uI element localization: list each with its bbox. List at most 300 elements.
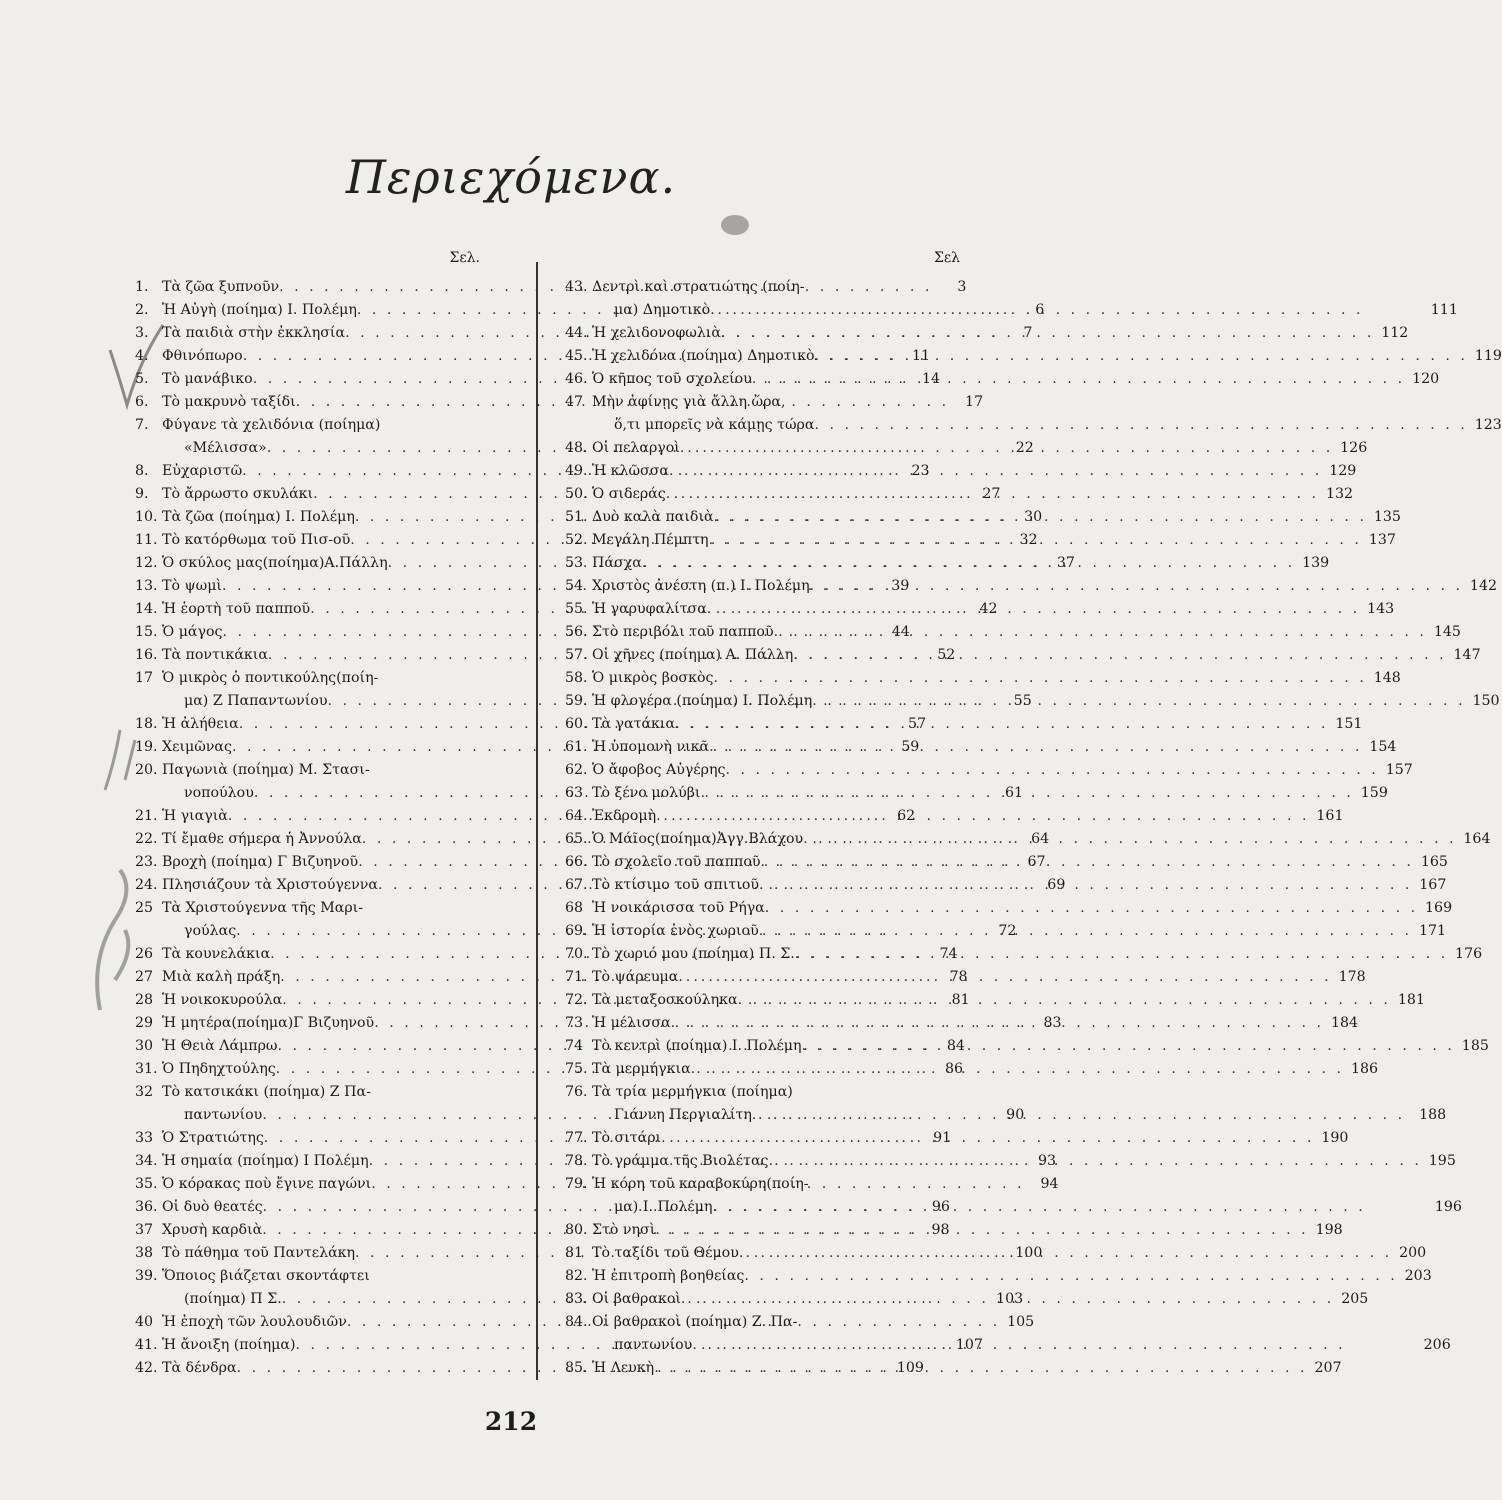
entry-title: Τὸ ταξίδι τοῦ Θέμου <box>592 1245 739 1261</box>
entry-number: 55. <box>565 601 588 617</box>
entry-number: 41. <box>135 1337 158 1353</box>
entry-title: Ὁ σκύλος μας(ποίημα)Α.Πάλλη <box>162 555 388 571</box>
entry-page: 81 <box>951 992 970 1008</box>
entry-title: Δυὸ καλὰ παιδιὰ <box>592 509 714 525</box>
entry-number: 84. <box>565 1314 588 1330</box>
entry-body <box>592 989 1425 1012</box>
entry-number: 58. <box>565 670 588 686</box>
entry-number: 53 <box>565 555 584 571</box>
entry-title: Ἡ Λευκὴ <box>592 1360 655 1376</box>
entry-title: Φύγανε τὰ χελιδόνια (ποίημα) <box>162 417 381 433</box>
entry-body <box>592 828 1491 851</box>
entry-number: 30 <box>135 1038 154 1054</box>
entry-line <box>592 1242 1426 1265</box>
entry-title: Ἡ ἱστορία ἑνὸς χωριοῦ <box>592 923 759 939</box>
toc-entry <box>565 1265 1432 1288</box>
entry-title: Τὸ κατσικάκι (ποίημα) Ζ Πα- <box>162 1084 371 1100</box>
entry-title: Εὐχαριστῶ <box>162 463 243 479</box>
dot-leader <box>681 1288 1334 1311</box>
entry-page: 198 <box>1315 1222 1343 1238</box>
dot-leader <box>671 1012 1324 1035</box>
entry-number: 1. <box>135 279 149 295</box>
dot-leader <box>709 736 1362 759</box>
entry-title: Ἡ ἐπιτροπὴ βοηθείας <box>592 1268 745 1284</box>
entry-page: 37 <box>1056 555 1075 571</box>
entry-page: 44 <box>891 624 910 640</box>
dot-leader <box>678 966 1331 989</box>
entry-title: (ποίημα) Π Σ. <box>184 1291 282 1307</box>
entry-title: Δεντρὶ καὶ στρατιώτης (ποίη- <box>592 279 805 295</box>
dot-leader <box>793 644 1446 667</box>
entry-page: 105 <box>1007 1314 1035 1330</box>
entry-title: Ἡ νοικάρισσα τοῦ Ρήγα <box>592 900 765 916</box>
entry-page: 129 <box>1329 463 1357 479</box>
entry-page: 22 <box>1015 440 1034 456</box>
entry-page: 3 <box>957 279 967 295</box>
entry-title: Οἱ βαθρακοὶ (ποίημα) Ζ. Πα- <box>592 1314 798 1330</box>
entry-number: 39. <box>135 1268 158 1284</box>
entry-body <box>592 1219 1343 1242</box>
entry-number: 3. <box>135 325 149 341</box>
entry-line <box>592 276 1458 299</box>
entry-page: 190 <box>1321 1130 1349 1146</box>
entry-number: 50. <box>565 486 588 502</box>
entry-line <box>592 368 1439 391</box>
toc-entry <box>565 1219 1343 1242</box>
toc-entry <box>565 345 1502 368</box>
entry-page: 195 <box>1428 1153 1456 1169</box>
entry-line <box>592 989 1425 1012</box>
entry-title: Ἡ χελιδόνα (ποίημα) Δημοτικὸ <box>592 348 815 364</box>
entry-page: 6 <box>1035 302 1045 318</box>
entry-body <box>592 690 1500 713</box>
entry-page: 86 <box>944 1061 964 1077</box>
toc-entry <box>565 621 1461 644</box>
entry-title: Τὰ ζῶα ξυπνοῦν <box>162 279 280 295</box>
dot-leader <box>744 1265 1397 1288</box>
entry-title: Τὸ σχολεῖο τοῦ παπποῦ <box>592 854 761 870</box>
entry-number: 76. <box>565 1084 588 1100</box>
entry-title: Ἡ ὑπομονὴ νικᾶ <box>592 739 710 755</box>
entry-body <box>592 1127 1348 1150</box>
entry-page: 161 <box>1316 808 1344 824</box>
entry-page: 206 <box>1423 1337 1451 1353</box>
entry-page: 61 <box>1004 785 1023 801</box>
entry-title: Ὁ μάγος <box>162 624 223 640</box>
toc-entry <box>565 276 1458 322</box>
entry-number: 5. <box>135 371 149 387</box>
footer-page-number: 212 <box>484 1407 538 1436</box>
toc-entry <box>565 1127 1349 1150</box>
toc-entry <box>565 805 1344 828</box>
entry-line <box>592 575 1497 598</box>
entry-title: Ἡ ἐποχὴ τῶν λουλουδιῶν <box>162 1314 347 1330</box>
entry-title: Ἡ φλογέρα (ποίημα) Ι. Πολέμη <box>592 693 813 709</box>
entry-body <box>592 621 1461 644</box>
entry-number: 45. <box>565 348 588 364</box>
entry-page: 143 <box>1367 601 1395 617</box>
entry-page: 165 <box>1420 854 1448 870</box>
toc-entry <box>565 575 1498 598</box>
entry-number: 66. <box>565 854 588 870</box>
entry-page: 159 <box>1360 785 1388 801</box>
entry-title: Ὁ κόρακας ποὺ ἔγινε παγώνι <box>162 1176 372 1192</box>
entry-page: 178 <box>1338 969 1366 985</box>
page-title: Περιεχόμενα. <box>345 150 677 204</box>
entry-number: 78. <box>565 1153 588 1169</box>
entry-title: Τὰ μεταξοσκούληκα <box>592 992 738 1008</box>
entry-page: 142 <box>1469 578 1498 594</box>
entry-line <box>592 460 1356 483</box>
dot-leader <box>725 759 1378 782</box>
dot-leader <box>812 690 1465 713</box>
entry-title: Τὰ δένδρα <box>162 1360 237 1376</box>
dot-leader <box>752 368 1405 391</box>
entry-number: 6. <box>135 394 149 410</box>
entry-number: 57. <box>565 647 588 663</box>
entry-title: «Μέλισσα» <box>184 440 267 456</box>
entry-title: Τὸ κεντρὶ (ποίημα) Ι. Πολέμη <box>592 1038 802 1054</box>
entry-number: 38 <box>135 1245 154 1261</box>
dot-leader <box>661 1127 1314 1150</box>
toc-entry <box>565 644 1481 667</box>
entry-title: Ὅποιος βιάζεται σκοντάφτει <box>162 1268 370 1284</box>
entry-number: 29 <box>135 1015 154 1031</box>
entry-line <box>592 598 1394 621</box>
entry-body <box>592 713 1362 736</box>
entry-line <box>592 1311 1451 1334</box>
entry-body <box>592 345 1502 368</box>
entry-page: 23 <box>911 463 930 479</box>
entry-number: 43. <box>565 279 588 295</box>
entry-title: Ὁ Πηδηχτούλης <box>162 1061 276 1077</box>
entry-body <box>592 552 1329 575</box>
entry-title: Τὰ παιδιὰ στὴν ἐκκλησία <box>162 325 346 341</box>
dot-leader <box>765 897 1418 920</box>
entry-page: 55 <box>1013 693 1032 709</box>
entry-title: Ὁ μικρὸς ὁ ποντικούλης(ποίη- <box>162 670 379 686</box>
entry-body <box>592 483 1353 506</box>
entry-title: Τὸ κατόρθωμα τοῦ Πισ-οῦ <box>162 532 351 548</box>
entry-line <box>592 345 1502 368</box>
entry-page: 184 <box>1330 1015 1359 1031</box>
entry-number: 61. <box>565 739 588 755</box>
entry-page: 188 <box>1419 1107 1447 1123</box>
entry-title: Ἡ μέλισσα <box>592 1015 671 1031</box>
entry-page: 72 <box>998 923 1017 939</box>
entry-title: Οἱ δυὸ θεατές <box>162 1199 263 1215</box>
entry-line <box>592 1219 1343 1242</box>
entry-body <box>592 322 1408 345</box>
entry-title: Τὸ γράμμα τῆς Βιολέτας <box>592 1153 769 1169</box>
dot-leader <box>713 667 1366 690</box>
entry-page: 139 <box>1302 555 1330 571</box>
entry-line <box>592 1357 1342 1380</box>
entry-title: Πλησιάζουν τὰ Χριστούγεννα <box>162 877 378 893</box>
entry-number: 71. <box>565 969 588 985</box>
entry-body <box>592 644 1481 667</box>
toc-entry <box>565 759 1413 782</box>
entry-number: 36. <box>135 1199 158 1215</box>
entry-line <box>592 667 1401 690</box>
entry-title: Ὁ ἄφοβος Αὐγέρης <box>592 762 726 778</box>
dot-leader <box>701 782 1354 805</box>
entry-page: 186 <box>1350 1061 1379 1077</box>
entry-title: Χρυσὴ καρδιὰ <box>162 1222 263 1238</box>
entry-number: 74 <box>565 1038 584 1054</box>
entry-title: Χριστὸς ἀνέστη (π.) Ι. Πολέμη <box>592 578 810 594</box>
toc-entry <box>565 989 1425 1012</box>
entry-number: 82. <box>565 1268 588 1284</box>
entry-page: 30 <box>1024 509 1043 525</box>
page-column-label-right: Σελ <box>933 250 960 266</box>
entry-body <box>592 1081 1446 1127</box>
entry-number: 33 <box>135 1130 154 1146</box>
dot-leader <box>710 299 1424 322</box>
entry-title: Τὸ μακρυνὸ ταξίδι <box>162 394 296 410</box>
entry-page: 90 <box>1006 1107 1025 1123</box>
entry-number: 13. <box>135 578 158 594</box>
entry-line <box>592 782 1388 805</box>
dot-leader <box>654 1357 1307 1380</box>
entry-body <box>592 805 1343 828</box>
entry-number: 85. <box>565 1360 588 1376</box>
entry-title: Τὸ πάθημα τοῦ Παντελάκη <box>162 1245 356 1261</box>
ink-blot <box>715 210 755 240</box>
entry-number: 15. <box>135 624 158 640</box>
toc-entry <box>565 1035 1489 1058</box>
entry-title: Παγωνιὰ (ποίημα) Μ. Στασι- <box>162 762 370 778</box>
entry-body <box>592 851 1448 874</box>
entry-page: 120 <box>1412 371 1440 387</box>
entry-page: 74 <box>939 946 958 962</box>
entry-line <box>592 805 1343 828</box>
entry-page: 181 <box>1397 992 1425 1008</box>
entry-body <box>592 460 1356 483</box>
entry-number: 19. <box>135 739 158 755</box>
entry-number: 22. <box>135 831 158 847</box>
dot-leader <box>810 575 1463 598</box>
entry-title: μα) Ι. Πολέμη <box>614 1199 713 1215</box>
entry-line <box>592 529 1396 552</box>
dot-leader <box>739 1242 1392 1265</box>
entry-line <box>592 736 1396 759</box>
entry-page: 27 <box>982 486 1001 502</box>
entry-number: 68 <box>565 900 584 916</box>
entry-title: Ὁ Μάῖος(ποίημα)Ἀγγ.Βλάχου <box>592 831 804 847</box>
entry-title: Τί ἔμαθε σήμερα ἡ Ἀννούλα <box>162 831 362 847</box>
entry-page: 32 <box>1019 532 1038 548</box>
dot-leader <box>675 713 1328 736</box>
entry-body <box>592 575 1497 598</box>
entry-number: 48. <box>565 440 588 456</box>
entry-body <box>592 598 1394 621</box>
toc-entry <box>565 897 1453 920</box>
dot-leader <box>761 851 1414 874</box>
entry-page: 132 <box>1325 486 1354 502</box>
entry-page: 78 <box>949 969 968 985</box>
entry-title: Ἡ χελιδονοφωλιὰ <box>592 325 721 341</box>
entry-page: 145 <box>1433 624 1461 640</box>
entry-number: 80. <box>565 1222 588 1238</box>
entry-line <box>592 644 1481 667</box>
toc-entry <box>565 943 1483 966</box>
dot-leader <box>752 1104 1412 1127</box>
entry-title: Ἡ νοικοκυρούλα <box>162 992 283 1008</box>
entry-number: 7. <box>135 417 149 433</box>
dot-leader <box>774 621 1427 644</box>
entry-title: Γιάννη Περγιαλίτη <box>614 1107 752 1123</box>
entry-line <box>592 1150 1456 1173</box>
entry-body <box>592 667 1401 690</box>
entry-line <box>592 621 1461 644</box>
entry-title: Ὁ σιδεράς <box>592 486 666 502</box>
entry-title: Ἡ μητέρα(ποίημα)Γ Βιζυηνοῦ <box>162 1015 375 1031</box>
entry-number: 46. <box>565 371 588 387</box>
entry-title: Ἡ κόρη τοῦ καραβοκύρη(ποίη- <box>592 1176 809 1192</box>
entry-page: 167 <box>1419 877 1447 893</box>
entry-page: 94 <box>1040 1176 1059 1192</box>
entry-number: 12. <box>135 555 158 571</box>
entry-page: 135 <box>1373 509 1401 525</box>
entry-line <box>592 1081 1446 1104</box>
entry-number: 21. <box>135 808 158 824</box>
entry-title: Ὁ Στρατιώτης <box>162 1130 264 1146</box>
entry-number: 56. <box>565 624 588 640</box>
toc-entry <box>565 736 1397 759</box>
entry-page: 137 <box>1368 532 1396 548</box>
entry-number: 73 <box>565 1015 584 1031</box>
entry-number: 8. <box>135 463 149 479</box>
entry-number: 79. <box>565 1176 588 1192</box>
entry-page: 96 <box>931 1199 950 1215</box>
entry-title: Μιὰ καλὴ πράξη <box>162 969 281 985</box>
entry-body <box>592 943 1482 966</box>
entry-line <box>592 322 1408 345</box>
entry-page: 150 <box>1472 693 1500 709</box>
entry-body <box>592 276 1458 322</box>
entry-page: 62 <box>897 808 916 824</box>
entry-title: Στὸ περιβόλι τοῦ παπποῦ <box>592 624 774 640</box>
dot-leader <box>814 414 1467 437</box>
entry-body <box>592 1173 1462 1219</box>
entry-page: 100 <box>1015 1245 1043 1261</box>
entry-number: 20. <box>135 762 158 778</box>
toc-entry <box>565 460 1357 483</box>
entry-title: Ἐκδρομὴ <box>592 808 657 824</box>
entry-body <box>592 437 1367 460</box>
entry-line <box>592 1058 1378 1081</box>
entry-line <box>592 552 1329 575</box>
entry-number: 17 <box>135 670 154 686</box>
entry-page: 14 <box>922 371 941 387</box>
entry-number: 27 <box>135 969 154 985</box>
dot-leader <box>669 460 1322 483</box>
entry-title: παντωνίου <box>184 1107 263 1123</box>
entry-title: μα) Ζ Παπαντωνίου <box>184 693 328 709</box>
entry-title: ὅ,τι μπορεῖς νὰ κάμῃς τώρα <box>614 417 815 433</box>
entry-body <box>592 1242 1426 1265</box>
entry-page: 207 <box>1314 1360 1342 1376</box>
entry-title: Τὸ ἄρρωστο σκυλάκι <box>162 486 314 502</box>
entry-page: 151 <box>1335 716 1363 732</box>
entry-body <box>592 759 1413 782</box>
entry-line <box>592 414 1502 437</box>
dot-leader <box>707 598 1360 621</box>
entry-number: 25 <box>135 900 154 916</box>
entry-line <box>592 299 1458 322</box>
entry-page: 157 <box>1385 762 1413 778</box>
entry-number: 28 <box>135 992 154 1008</box>
entry-number: 59. <box>565 693 588 709</box>
entry-line <box>592 1265 1432 1288</box>
entry-title: Τὰ μερμήγκια <box>592 1061 691 1077</box>
entry-number: 24. <box>135 877 158 893</box>
entry-page: 169 <box>1425 900 1453 916</box>
entry-title: Ἡ ἑορτὴ τοῦ παπποῦ <box>162 601 311 617</box>
entry-title: Ἡ ἄνοιξη (ποίημα) <box>162 1337 296 1353</box>
entry-line <box>592 966 1366 989</box>
entry-line <box>592 1127 1348 1150</box>
dot-leader <box>815 345 1468 368</box>
entry-number: 10. <box>135 509 158 525</box>
entry-page: 164 <box>1463 831 1491 847</box>
entry-page: 148 <box>1373 670 1401 686</box>
entry-page: 112 <box>1381 325 1409 341</box>
entry-title: Οἱ πελαργοὶ <box>592 440 680 456</box>
entry-number: 63 <box>565 785 584 801</box>
dot-leader <box>802 1035 1455 1058</box>
entry-page: 52 <box>937 647 956 663</box>
entry-title: παντωνίου <box>614 1337 693 1353</box>
entry-number: 16. <box>135 647 158 663</box>
entry-number: 49. <box>565 463 588 479</box>
entry-body <box>592 1288 1368 1311</box>
entry-title: Τὸ κτίσιμο τοῦ σπιτιοῦ <box>592 877 759 893</box>
entry-number: 34. <box>135 1153 158 1169</box>
entry-title: Ἡ σημαία (ποίημα) Ι Πολέμη <box>162 1153 369 1169</box>
entry-title: Ὁ κῆπος τοῦ σχολείου <box>592 371 752 387</box>
entry-page: 67 <box>1027 854 1046 870</box>
entry-number: 14. <box>135 601 158 617</box>
entry-number: 77. <box>565 1130 588 1146</box>
dot-leader <box>656 805 1309 828</box>
entry-page: 69 <box>1047 877 1066 893</box>
entry-title: Ἡ Αὐγὴ (ποίημα) Ι. Πολέμη <box>162 302 357 318</box>
entry-page: 7 <box>1023 325 1033 341</box>
dot-leader <box>642 552 1295 575</box>
entry-page: 91 <box>933 1130 952 1146</box>
dot-leader <box>709 529 1362 552</box>
dot-leader <box>680 437 1333 460</box>
entry-line <box>592 437 1367 460</box>
entry-page: 57 <box>908 716 927 732</box>
entry-page: 205 <box>1341 1291 1369 1307</box>
entry-number: 69. <box>565 923 588 939</box>
entry-body <box>592 506 1401 529</box>
entry-line <box>592 483 1353 506</box>
entry-line <box>592 391 1502 414</box>
entry-body <box>592 782 1388 805</box>
entry-number: 9. <box>135 486 149 502</box>
toc-entry <box>565 828 1491 851</box>
entry-page: 126 <box>1340 440 1368 456</box>
entry-number: 54 <box>565 578 584 594</box>
entry-line <box>592 1104 1446 1127</box>
entry-line <box>592 1012 1358 1035</box>
entry-number: 83. <box>565 1291 588 1307</box>
entry-title: νοπούλου <box>184 785 254 801</box>
